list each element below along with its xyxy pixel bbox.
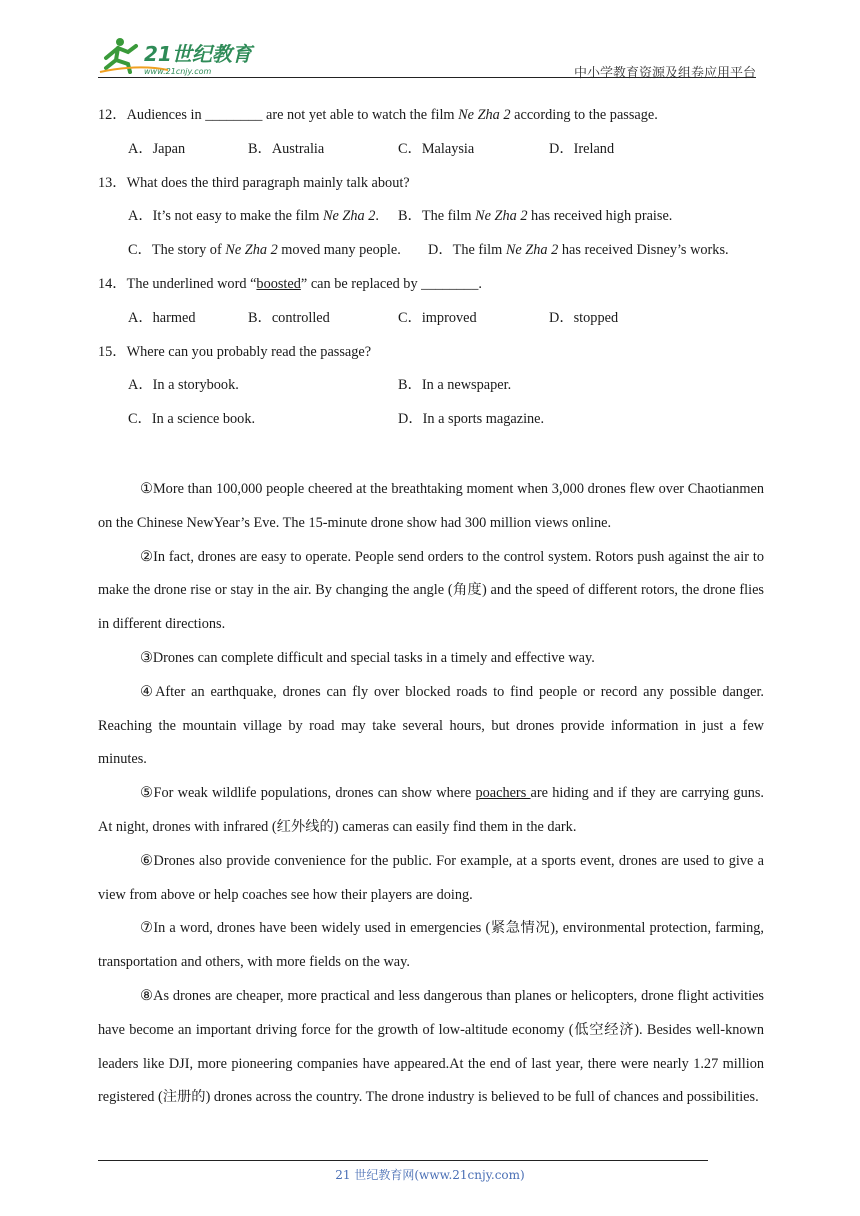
- site-logo[interactable]: [98, 34, 258, 76]
- question-text: according to the passage.: [510, 107, 658, 123]
- option-b[interactable]: B．controlled: [248, 309, 330, 326]
- option-c[interactable]: C．Malaysia: [398, 140, 475, 157]
- option-d[interactable]: D．In a sports magazine.: [398, 411, 545, 428]
- logo-icon: [98, 34, 258, 76]
- platform-name: 中小学教育资源及组卷应用平台: [573, 66, 756, 81]
- option-a[interactable]: A．In a storybook.: [128, 377, 239, 394]
- footer-link[interactable]: 21 世纪教育网(www.21cnjy.com): [335, 1168, 525, 1182]
- question-12: [98, 102, 764, 136]
- question-14: 14．The underlined word “boosted” can be replaced by ________.: [98, 275, 482, 292]
- question-15-options-cd: [98, 406, 764, 440]
- passage-paragraph-4: ④After an earthquake, drones can fly over blocked roads to find people or record any possible danger. Reaching the mountain village by road may take several hours, but drones provide information in just a few minutes.: [98, 683, 764, 768]
- logo-url: www.21cnjy.com: [144, 67, 212, 76]
- passage-paragraph-1: ①More than 100,000 people cheered at the breathtaking moment when 3,000 drones flew over Chaotianmen on the Chinese NewYear’s Eve. The 15-minute drone show had 300 million views online.: [98, 480, 764, 531]
- passage-paragraph-8: ⑧As drones are cheaper, more practical and less dangerous than planes or helicopters, drone flight activities have become an important driving force for the growth of low-altitude economy (低空经济). Besides well-known leaders like DJI, more pioneering companies have appeared.At the end of last year, there were nearly 1.27 million registered (注册的) drones across the country. The drone industry is believed to be full of chances and possibilities.: [98, 987, 764, 1106]
- header-divider: [98, 77, 756, 78]
- option-d[interactable]: D．The film Ne Zha 2 has received Disney’s works.: [428, 242, 729, 259]
- section-gap: [98, 440, 764, 473]
- option-a[interactable]: A．harmed: [128, 309, 196, 326]
- option-c[interactable]: C．The story of Ne Zha 2 moved many people.: [128, 242, 401, 259]
- underlined-word: boosted: [256, 275, 301, 292]
- question-text: 12．Audiences in ________ are not yet able to watch the film: [98, 107, 459, 123]
- logo-text: 21世纪教育: [144, 42, 252, 66]
- passage-paragraph-6: ⑥Drones also provide convenience for the public. For example, at a sports event, drones are used to give a view from above or help coaches see how their players are doing.: [98, 852, 764, 903]
- footer-divider: [98, 1160, 708, 1161]
- page-header: [98, 30, 756, 80]
- document-body: [98, 102, 764, 1115]
- film-title: Ne Zha 2: [458, 107, 511, 123]
- question-12-options: [98, 136, 764, 170]
- question-15-options-ab: [98, 372, 764, 406]
- underlined-word: poachers: [475, 785, 531, 802]
- option-d[interactable]: D．stopped: [549, 309, 619, 326]
- passage-paragraph-5: ⑤For weak wildlife populations, drones can show where poachers are hiding and if they are carrying guns. At night, drones with infrared (红外线的) cameras can easily find them in the dark.: [98, 785, 765, 835]
- option-b[interactable]: B．Australia: [248, 140, 325, 157]
- option-a[interactable]: A．Japan: [128, 140, 186, 157]
- question-13-options-ab: [98, 203, 764, 237]
- question-13-options-cd: [98, 237, 764, 271]
- passage-paragraph-7: ⑦In a word, drones have been widely used in emergencies (紧急情况), environmental protection, farming, transportation and others, with more fields on the way.: [98, 920, 764, 971]
- passage-paragraph-3: ③Drones can complete difficult and special tasks in a timely and effective way.: [140, 649, 595, 666]
- option-b[interactable]: B．The film Ne Zha 2 has received high praise.: [398, 208, 673, 225]
- option-c[interactable]: C．In a science book.: [128, 411, 256, 428]
- option-a[interactable]: A．It’s not easy to make the film Ne Zha 2.: [128, 208, 379, 225]
- option-c[interactable]: C．improved: [398, 309, 477, 326]
- question-15: 15．Where can you probably read the passage?: [98, 343, 372, 360]
- question-13: 13．What does the third paragraph mainly talk about?: [98, 174, 410, 191]
- passage-paragraph-2: ②In fact, drones are easy to operate. People send orders to the control system. Rotors push against the air to make the drone rise or stay in the air. By changing the angle (角度) and the speed of different rotors, the drone flies in different directions.: [98, 548, 764, 633]
- option-d[interactable]: D．Ireland: [549, 140, 615, 157]
- question-14-options: [98, 305, 764, 339]
- option-b[interactable]: B．In a newspaper.: [398, 377, 512, 394]
